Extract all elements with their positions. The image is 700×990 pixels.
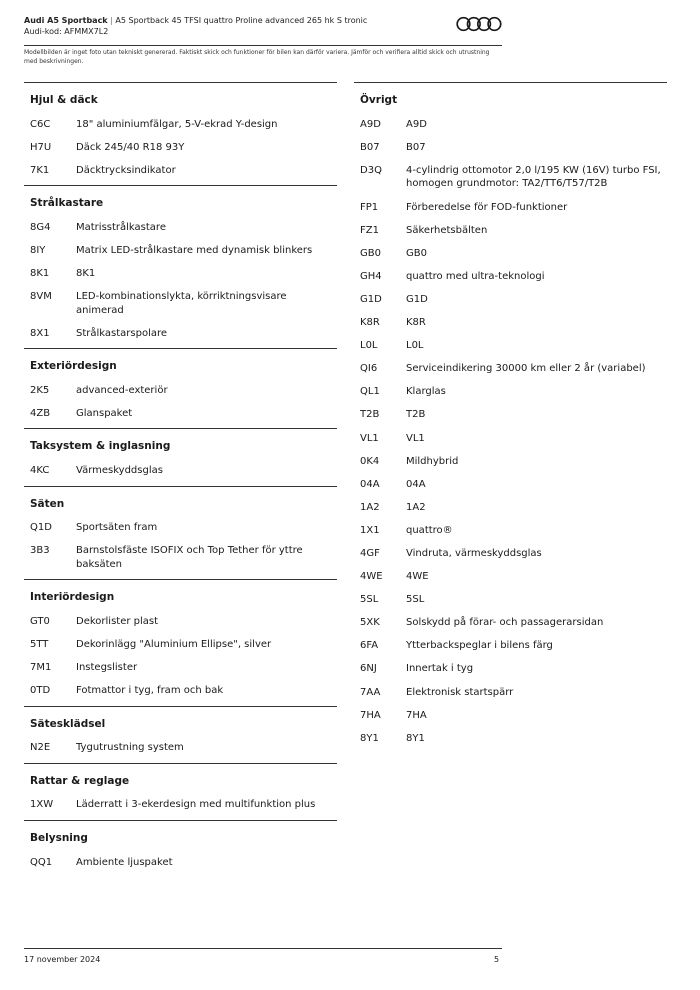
equipment-row	[30, 402, 331, 425]
equipment-code: D3Q	[360, 164, 382, 176]
equipment-code: 7M1	[30, 662, 52, 674]
section-taksystem-inglasning	[24, 429, 337, 482]
equipment-row	[360, 404, 661, 427]
equipment-description: 1A2	[406, 501, 426, 513]
left-section-list	[24, 83, 337, 874]
equipment-code: A9D	[360, 118, 381, 130]
equipment-description: Förberedelse för FOD-funktioner	[406, 201, 568, 213]
equipment-row	[360, 334, 661, 357]
equipment-row	[360, 381, 661, 404]
equipment-code: 1XW	[30, 799, 54, 811]
footer-rule	[24, 948, 502, 949]
equipment-row	[30, 737, 331, 760]
section-title: Taksystem & inglasning	[30, 440, 171, 453]
equipment-code: 5XK	[360, 617, 380, 629]
equipment-description: Solskydd på förar- och passagerarsidan	[406, 617, 604, 629]
equipment-code: QL1	[360, 386, 380, 398]
section-title: Interiördesign	[30, 591, 115, 604]
equipment-description: Barnstolsfäste ISOFIX och Top Tether för yttre baksäten	[76, 545, 303, 570]
equipment-description: 4-cylindrig ottomotor 2,0 l/195 KW (16V) turbo FSI, homogen grundmotor: TA2/TT6/T57/T2B	[406, 164, 661, 190]
header-separator: |	[110, 16, 113, 25]
equipment-row	[360, 288, 661, 311]
equipment-row	[360, 658, 661, 681]
equipment-row	[30, 216, 331, 239]
footer-date: 17 november 2024	[24, 955, 101, 964]
section-title: Rattar & reglage	[30, 774, 130, 787]
equipment-code: 8K1	[30, 268, 50, 280]
section-ovrigt	[354, 83, 667, 750]
equipment-row	[360, 519, 661, 542]
equipment-row	[30, 262, 331, 285]
disclaimer-text: Modellbilden är inget foto utan tekniskt genererad. Faktiskt skick och funktioner för bilen kan därför variera. Jämför och verifiera alltid skick och utrustning med beskrivningen.	[24, 49, 490, 65]
equipment-description: advanced-exteriör	[76, 385, 168, 397]
equipment-code: 0K4	[360, 455, 380, 467]
equipment-row	[360, 159, 661, 196]
equipment-code: N2E	[30, 742, 51, 754]
equipment-code: 8IY	[30, 245, 46, 257]
equipment-row	[30, 159, 331, 182]
equipment-row	[360, 242, 661, 265]
equipment-row	[30, 113, 331, 136]
equipment-code: 8VM	[30, 291, 52, 303]
equipment-row	[30, 322, 331, 345]
equipment-row	[360, 219, 661, 242]
equipment-description: Elektronisk startspärr	[406, 686, 514, 698]
equipment-description: Glanspaket	[76, 408, 133, 420]
equipment-description: Tygutrustning system	[76, 742, 184, 754]
audi-code: Audi-kod: AFMMX7L2	[24, 27, 109, 36]
equipment-row	[360, 136, 661, 159]
equipment-row	[30, 239, 331, 262]
equipment-description: 7HA	[406, 709, 427, 721]
equipment-row	[360, 727, 661, 750]
equipment-code: 6FA	[360, 640, 379, 652]
equipment-description: Klarglas	[406, 386, 446, 398]
equipment-code: 2K5	[30, 385, 50, 397]
equipment-description: quattro med ultra-teknologi	[406, 270, 545, 282]
model-name: Audi A5 Sportback	[24, 16, 108, 25]
equipment-row	[30, 517, 331, 540]
section-rattar-reglage	[24, 764, 337, 817]
section-title: Övrigt	[360, 94, 398, 106]
model-variant: A5 Sportback 45 TFSI quattro Proline advanced 265 hk S tronic	[115, 16, 368, 25]
equipment-row	[30, 851, 331, 874]
equipment-description: Sportsäten fram	[76, 522, 158, 534]
equipment-row	[360, 265, 661, 288]
equipment-row	[360, 635, 661, 658]
equipment-code: 7HA	[360, 709, 381, 721]
equipment-row	[30, 136, 331, 159]
section-stralkastare	[24, 186, 337, 345]
equipment-code: B07	[360, 141, 380, 153]
equipment-row	[360, 473, 661, 496]
equipment-code: T2B	[360, 409, 380, 421]
equipment-description: G1D	[406, 293, 428, 305]
equipment-code: 5TT	[30, 639, 49, 651]
equipment-code: 8Y1	[360, 732, 379, 744]
document-header	[24, 15, 504, 37]
equipment-code: QQ1	[30, 856, 53, 868]
equipment-code: VL1	[360, 432, 379, 444]
equipment-description: 8K1	[76, 268, 96, 280]
equipment-code: GB0	[360, 247, 381, 259]
equipment-description: 5SL	[406, 594, 425, 606]
equipment-row	[360, 542, 661, 565]
section-title: Belysning	[30, 831, 88, 844]
equipment-description: Däcktrycksindikator	[76, 164, 176, 176]
section-hjul-dack	[24, 83, 337, 182]
section-sateskladsel	[24, 707, 337, 760]
equipment-code: 0TD	[30, 685, 51, 697]
equipment-row	[360, 588, 661, 611]
equipment-row	[30, 459, 331, 482]
equipment-code: FZ1	[360, 224, 379, 236]
equipment-description: A9D	[406, 118, 427, 130]
equipment-description: 18" aluminiumfälgar, 5-V-ekrad Y-design	[76, 118, 278, 130]
equipment-code: GT0	[30, 616, 50, 628]
equipment-code: 4GF	[360, 547, 380, 559]
equipment-description: VL1	[406, 432, 425, 444]
equipment-description: Instegslister	[76, 662, 138, 674]
equipment-description: LED-kombinationslykta, körriktningsvisare animerad	[76, 291, 287, 316]
equipment-code: H7U	[30, 141, 52, 153]
equipment-row	[30, 610, 331, 633]
equipment-row	[30, 680, 331, 703]
equipment-code: 4ZB	[30, 408, 51, 420]
equipment-row	[360, 196, 661, 219]
section-title: Hjul & däck	[30, 94, 98, 106]
equipment-description: Mildhybrid	[406, 455, 459, 467]
equipment-row	[30, 656, 331, 679]
equipment-row	[360, 113, 661, 136]
equipment-description: Serviceindikering 30000 km eller 2 år (variabel)	[406, 363, 646, 375]
equipment-row	[360, 565, 661, 588]
section-saten	[24, 487, 337, 577]
right-section-list	[354, 83, 667, 750]
header-title-line	[24, 15, 504, 26]
equipment-code: 7AA	[360, 686, 381, 698]
section-title: Sätesklädsel	[30, 717, 106, 730]
equipment-description: Säkerhetsbälten	[406, 224, 488, 236]
equipment-code: 4WE	[360, 571, 383, 583]
section-title: Strålkastare	[30, 197, 104, 210]
section-interiordesign	[24, 580, 337, 702]
equipment-code: 3B3	[30, 545, 50, 557]
equipment-code: K8R	[360, 317, 380, 329]
equipment-description: 4WE	[406, 571, 429, 583]
header-rule	[24, 45, 502, 46]
equipment-code: GH4	[360, 270, 382, 282]
equipment-code: 6NJ	[360, 663, 377, 675]
equipment-code: 1A2	[360, 501, 380, 513]
equipment-code: L0L	[360, 340, 378, 352]
equipment-row	[30, 540, 331, 577]
equipment-description: B07	[406, 141, 426, 153]
equipment-description: Ambiente ljuspaket	[76, 856, 173, 868]
equipment-description: GB0	[406, 247, 427, 259]
equipment-description: Fotmattor i tyg, fram och bak	[76, 685, 224, 697]
equipment-code: FP1	[360, 201, 379, 213]
page-number: 5	[494, 955, 500, 964]
equipment-description: Matrisstrålkastare	[76, 222, 166, 234]
equipment-row	[360, 681, 661, 704]
equipment-code: 1X1	[360, 524, 380, 536]
equipment-row	[30, 286, 331, 323]
equipment-description: 04A	[406, 478, 426, 490]
equipment-code: Q1D	[30, 522, 52, 534]
equipment-description: Värmeskyddsglas	[76, 465, 163, 477]
equipment-description: Innertak i tyg	[406, 663, 474, 675]
equipment-row	[360, 611, 661, 634]
equipment-description: Vindruta, värmeskyddsglas	[406, 547, 542, 559]
equipment-code: QI6	[360, 363, 378, 375]
equipment-code: 04A	[360, 478, 380, 490]
equipment-description: Ytterbackspeglar i bilens färg	[406, 640, 553, 652]
equipment-description: Strålkastarspolare	[76, 327, 168, 339]
section-belysning	[24, 821, 337, 874]
section-title: Säten	[30, 497, 65, 510]
equipment-row	[30, 633, 331, 656]
equipment-description: T2B	[406, 409, 426, 421]
equipment-code: 5SL	[360, 594, 379, 606]
equipment-row	[30, 379, 331, 402]
left-equipment-column	[24, 82, 337, 874]
equipment-code: G1D	[360, 293, 382, 305]
equipment-description: Däck 245/40 R18 93Y	[76, 141, 185, 153]
equipment-code: 7K1	[30, 164, 50, 176]
equipment-row	[30, 794, 331, 817]
equipment-code: 8X1	[30, 327, 50, 339]
equipment-row	[360, 357, 661, 380]
equipment-row	[360, 450, 661, 473]
equipment-row	[360, 427, 661, 450]
section-exteriordesign	[24, 349, 337, 425]
equipment-row	[360, 704, 661, 727]
equipment-description: L0L	[406, 340, 424, 352]
equipment-description: quattro®	[406, 524, 453, 536]
right-equipment-column	[354, 82, 667, 750]
equipment-description: Dekorlister plast	[76, 616, 159, 628]
equipment-description: 8Y1	[406, 732, 425, 744]
equipment-description: Matrix LED-strålkastare med dynamisk blinkers	[76, 245, 313, 257]
section-title: Exteriördesign	[30, 360, 117, 373]
equipment-code: 4KC	[30, 465, 50, 477]
equipment-description: K8R	[406, 317, 426, 329]
equipment-code: 8G4	[30, 222, 51, 234]
audi-four-rings-logo-icon	[456, 16, 502, 32]
equipment-description: Läderratt i 3-ekerdesign med multifunktion plus	[76, 799, 316, 811]
equipment-code: C6C	[30, 118, 51, 130]
equipment-description: Dekorinlägg "Aluminium Ellipse", silver	[76, 639, 272, 651]
equipment-row	[360, 496, 661, 519]
equipment-row	[360, 311, 661, 334]
